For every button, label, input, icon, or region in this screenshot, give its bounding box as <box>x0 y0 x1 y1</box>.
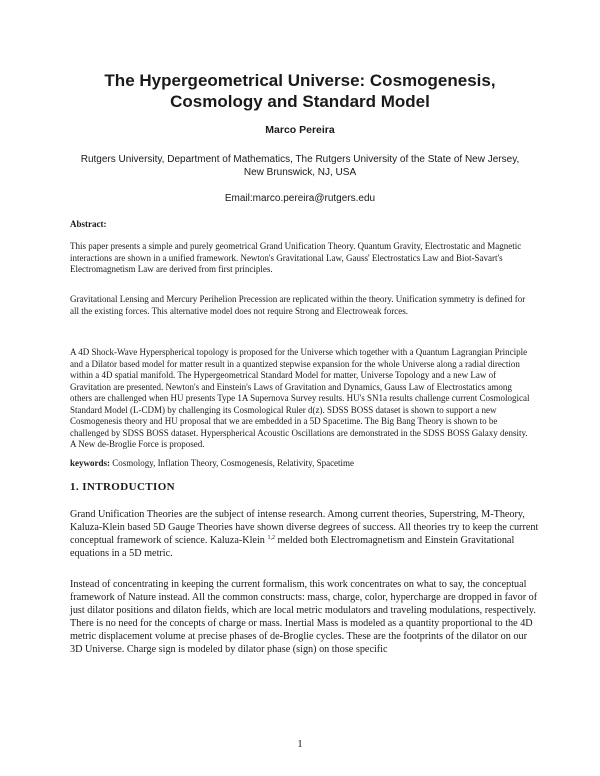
intro-paragraph <box>70 508 540 560</box>
title-line-2: Cosmology and Standard Model <box>170 92 430 111</box>
title-line-1: The Hypergeometrical Universe: Cosmogenesis, <box>104 71 496 90</box>
abstract-paragraph: This paper presents a simple and purely geometrical Grand Unification Theory. Quantum Gravity, Electrostatic and Magnetic interactions are shown in a unified framework. Newton's Gravitational Law, Gauss' Electrostatics Law and Biot-Savart's Electromagnetism Law are derived from first principles. <box>70 241 522 274</box>
author-email: Email:marco.pereira@rutgers.edu <box>224 193 376 204</box>
intro-paragraph-text-end: melded both Electromagnetism and Einstein Gravitational equations in a 5D metric. <box>70 535 515 559</box>
author-name: Marco Pereira <box>265 124 335 136</box>
page-number: 1 <box>297 738 303 750</box>
author-affiliation: Rutgers University, Department of Mathematics, The Rutgers University of the State of New Jersey, New Brunswick, NJ, USA <box>80 154 520 178</box>
abstract-paragraph: Gravitational Lensing and Mercury Perihelion Precession are replicated within the theory. Unification symmetry is defined for all the existing forces. This alternative model does not require Strong and Electroweak forces. <box>70 294 526 316</box>
keywords-line <box>70 458 532 468</box>
keywords-label: keywords: <box>70 458 110 468</box>
keywords-text: Cosmology, Inflation Theory, Cosmogenesis, Relativity, Spacetime <box>112 458 355 468</box>
citation-superscript: 1,2 <box>267 535 275 541</box>
intro-paragraph: Instead of concentrating in keeping the current formalism, this work concentrates on what to say, the conceptual framework of Nature instead. All the common constructs: mass, charge, color, hypercharge are dropped in favor of just dilator positions and dilaton fields, which are local metric modulators and traveling modulations, respectively. There is no need for the concepts of charge or mass. Inertial Mass is modeled as a quantity proportional to the 4D metric displacement volume at precise phases of de-Broglie cycles. These are the footprints of the dilator on our 3D Universe. Charge sign is modeled by dilator phase (sign) on those specific <box>70 579 538 655</box>
section-heading-introduction: 1. INTRODUCTION <box>70 481 176 493</box>
abstract-paragraph: A 4D Shock-Wave Hyperspherical topology is proposed for the Universe which together with a Quantum Lagrangian Principle and a Dilator based model for matter result in a quantized stepwise expansion for the whole Universe along a radial direction within a 4D spatial manifold. The Hypergeometrical Standard Model for matter, Universe Topology and a new Law of Gravitation are presented. Newton's and Einstein's Laws of Gravitation and Dynamics, Gauss Law of Electrostatics among others are challenged when HU presents Type 1A Supernova Survey results. HU's SN1a results challenge current Cosmological Standard Model (L-CDM) by challenging its Cosmological Ruler d(z). SDSS BOSS dataset is shown to support a new Cosmogenesis theory and HU proposal that we are embedded in a 5D Spacetime. The Big Bang Theory is shown to be challenged by SDSS BOSS dataset. Hyperspherical Acoustic Oscillations are demonstrated in the SDSS BOSS Galaxy density. A New de-Broglie Force is proposed. <box>70 347 530 449</box>
abstract-heading: Abstract: <box>70 219 107 229</box>
intro-paragraph-text: Grand Unification Theories are the subject of intense research. Among current theories, Superstring, M-Theory, Kaluza-Klein based 5D Gauge Theories have shown diverse degrees of success. All theories try to keep the current conceptual framework of science. Kaluza-Klein <box>70 509 539 546</box>
paper-title <box>60 70 540 112</box>
